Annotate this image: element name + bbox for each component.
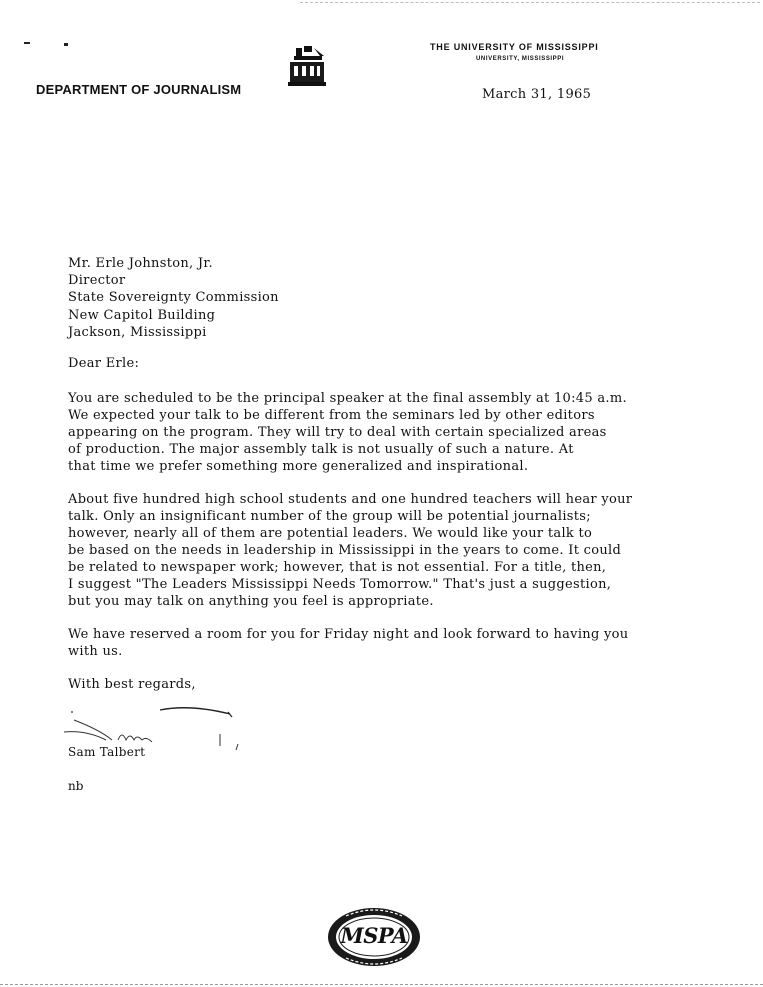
letter-date: March 31, 1965 [482, 87, 592, 102]
department-name: DEPARTMENT OF JOURNALISM [36, 82, 242, 97]
signer-name: Sam Talbert [68, 745, 146, 759]
bottom-scan-edge [0, 984, 763, 985]
mspa-seal-text: MSPA [340, 923, 408, 948]
recipient-line: Director [68, 273, 126, 289]
body-paragraph [68, 390, 627, 475]
body-line: however, nearly all of them are potential leaders. We would like your talk to [68, 526, 593, 541]
body-line: with us. [68, 644, 123, 659]
body-line: of production. The major assembly talk is not usually of such a nature. At [68, 442, 574, 457]
typist-initials: nb [68, 779, 84, 793]
body-line: that time we prefer something more generalized and inspirational. [68, 459, 529, 474]
university-name: THE UNIVERSITY OF MISSISSIPPI [430, 42, 599, 52]
body-line: be related to newspaper work; however, that is not essential. For a title, then, [68, 560, 607, 575]
body-paragraph [68, 626, 628, 660]
body-line: appearing on the program. They will try to deal with certain specialized areas [68, 425, 607, 440]
closing: With best regards, [68, 677, 196, 692]
university-seal-icon [284, 42, 332, 90]
body-line: talk. Only an insignificant number of the group will be potential journalists; [68, 509, 591, 524]
body-line: You are scheduled to be the principal speaker at the final assembly at 10:45 a.m. [68, 391, 627, 406]
body-line: We expected your talk to be different from the seminars led by other editors [68, 408, 595, 423]
body-line: We have reserved a room for you for Friday night and look forward to having you [68, 627, 629, 642]
university-location: UNIVERSITY, MISSISSIPPI [476, 56, 565, 62]
top-scan-edge [300, 2, 760, 3]
scan-speck [24, 42, 30, 44]
recipient-address [68, 255, 279, 341]
recipient-line: Mr. Erle Johnston, Jr. [68, 256, 213, 271]
body-line: I suggest "The Leaders Mississippi Needs Tomorrow." That's just a suggestion, [68, 577, 612, 592]
recipient-line: New Capitol Building [68, 307, 216, 323]
recipient-line: Jackson, Mississippi [68, 324, 207, 340]
body-line: but you may talk on anything you feel is appropriate. [68, 594, 434, 609]
body-line: be based on the needs in leadership in Mississippi in the years to come. It could [68, 543, 622, 558]
scan-speck [64, 43, 68, 46]
signature-mark [60, 700, 250, 750]
recipient-line: State Sovereignty Commission [68, 290, 279, 306]
salutation: Dear Erle: [68, 356, 140, 371]
body-line: About five hundred high school students and one hundred teachers will hear your [68, 492, 633, 507]
body-paragraph [68, 491, 632, 610]
